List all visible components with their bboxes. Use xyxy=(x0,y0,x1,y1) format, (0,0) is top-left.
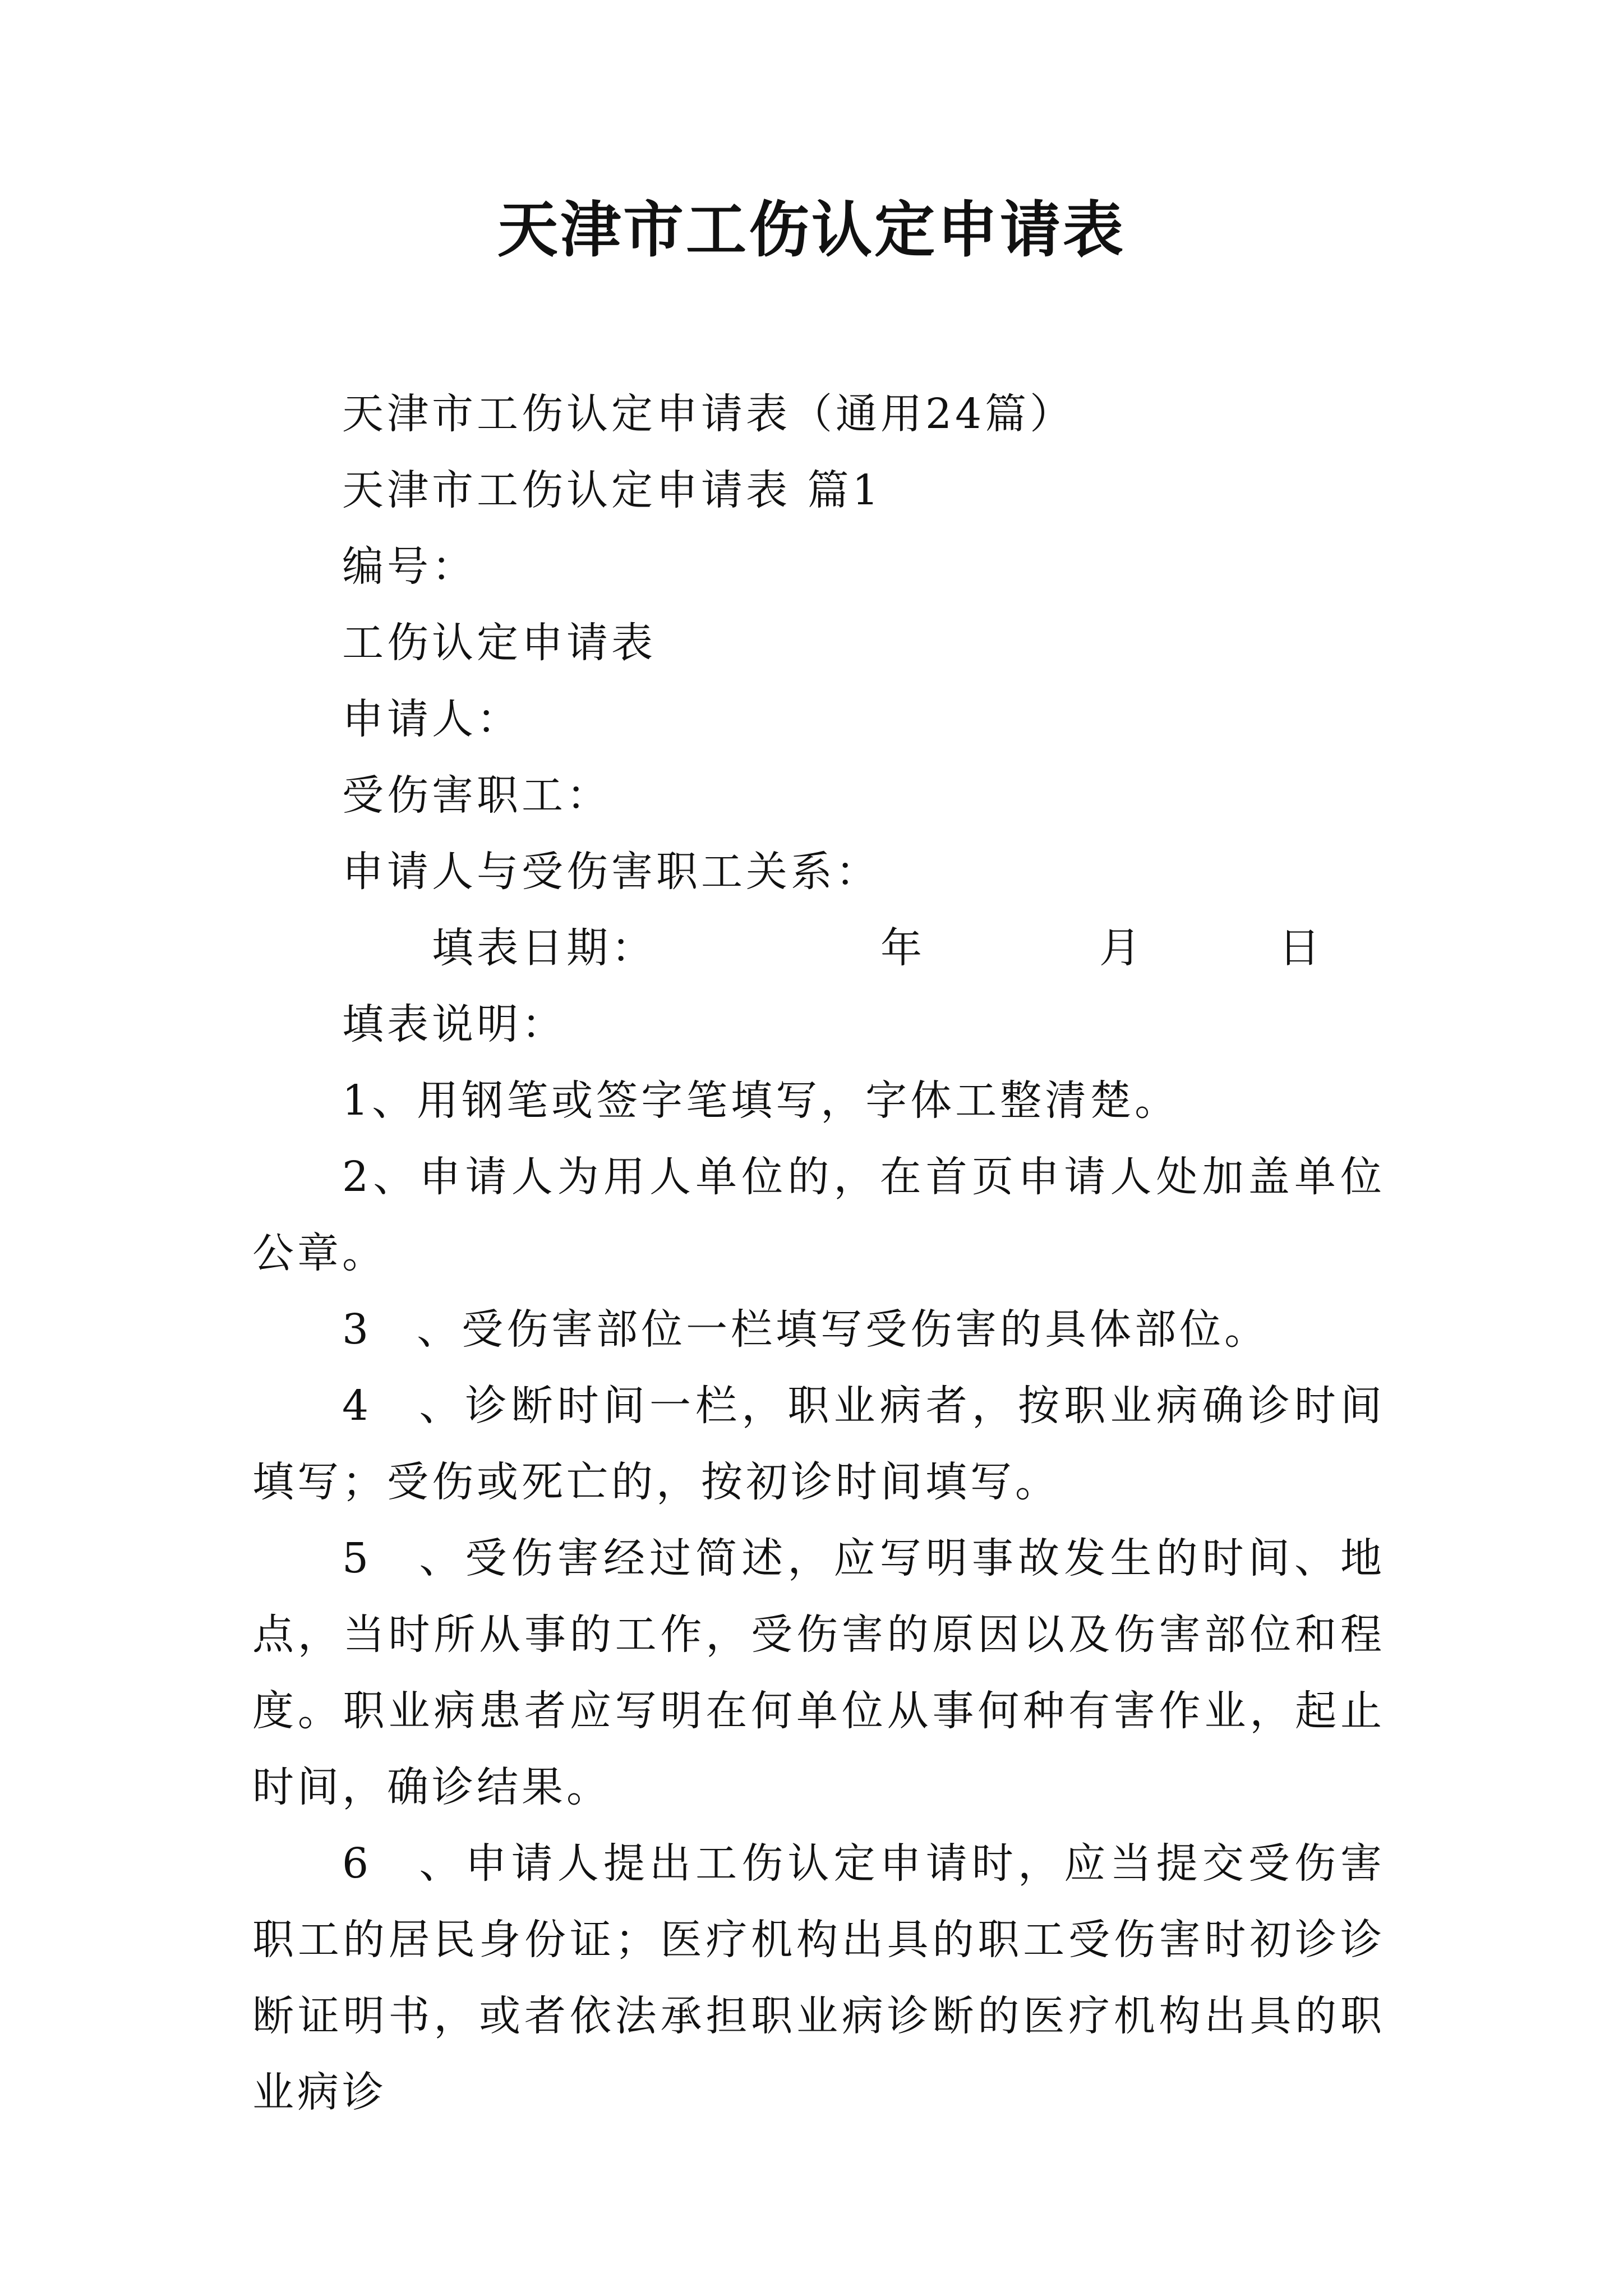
instruction-item: 5 、受伤害经过简述，应写明事故发生的时间、地点，当时所从事的工作，受伤害的原因以及伤害部位和程度。职业病患者应写明在何单位从事何种有害作业，起止时间，确诊结果。 xyxy=(252,1534,1385,1811)
fill-date-year: 年 xyxy=(880,924,925,972)
paragraph-collection-title: 天津市工伤认定申请表（通用24篇） xyxy=(342,390,1075,438)
paragraph-injured-worker: 受伤害职工： xyxy=(342,771,611,820)
document-body xyxy=(252,376,1385,2131)
instruction-item: 1、用钢笔或签字笔填写，字体工整清楚。 xyxy=(342,1076,1180,1125)
fill-date-day: 日 xyxy=(1279,924,1324,972)
fill-date-line xyxy=(252,910,1385,986)
instruction-item: 6 、申请人提出工伤认定申请时，应当提交受伤害职工的居民身份证；医疗机构出具的职工受伤害时初诊诊断证明书，或者依法承担职业病诊断的医疗机构出具的职业病诊 xyxy=(252,1839,1385,2116)
paragraph-serial-number: 编号： xyxy=(342,542,477,591)
instructions-label: 填表说明： xyxy=(342,1000,566,1048)
paragraph-form-heading: 工伤认定申请表 xyxy=(342,619,656,667)
fill-date-month: 月 xyxy=(1099,924,1144,972)
instruction-item: 4 、诊断时间一栏，职业病者，按职业病确诊时间填写；受伤或死亡的，按初诊时间填写。 xyxy=(252,1382,1385,1506)
paragraph-applicant: 申请人： xyxy=(342,695,522,743)
paragraph-relationship: 申请人与受伤害职工关系： xyxy=(342,848,880,896)
document-title: 天津市工伤认定申请表 xyxy=(497,195,1126,265)
fill-date-label: 填表日期： xyxy=(432,924,656,972)
instruction-item: 3 、受伤害部位一栏填写受伤害的具体部位。 xyxy=(342,1305,1270,1354)
paragraph-form-title: 天津市工伤认定申请表 篇1 xyxy=(342,466,882,514)
instruction-item: 2、申请人为用人单位的，在首页申请人处加盖单位公章。 xyxy=(252,1153,1385,1277)
